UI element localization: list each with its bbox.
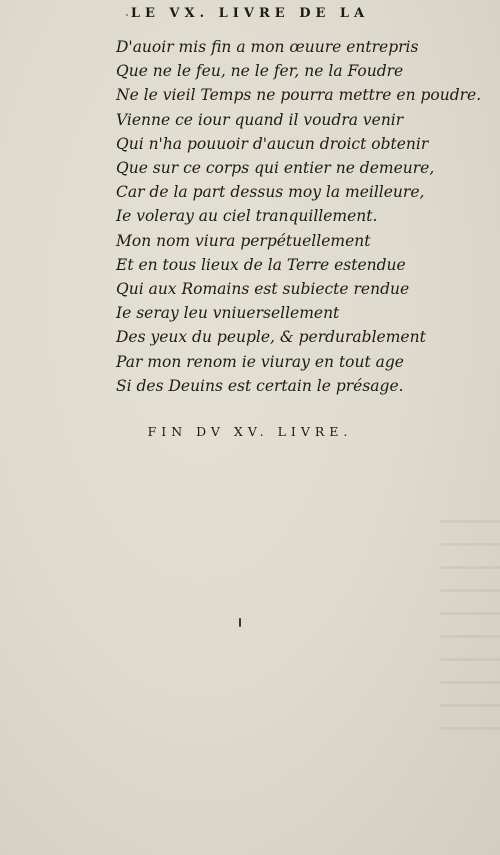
verse-line: Et en tous lieux de la Terre estendue bbox=[116, 255, 406, 274]
show-through-text bbox=[440, 520, 500, 740]
ink-speck bbox=[239, 618, 241, 627]
verse-line: Car de la part dessus moy la meilleure, bbox=[116, 183, 425, 202]
verse-line: Ie voleray au ciel tranquillement. bbox=[116, 207, 378, 226]
verse-line: Ne le vieil Temps ne pourra mettre en poudre. bbox=[116, 86, 482, 105]
verse-line: Ie seray leu vniuersellement bbox=[116, 304, 340, 323]
verse-line: Des yeux du peuple, & perdurablement bbox=[116, 328, 426, 347]
running-title: LE VX. LIVRE DE LA bbox=[130, 6, 370, 21]
verse-line: Que ne le feu, ne le fer, ne la Foudre bbox=[116, 62, 404, 81]
verse-line: Si des Deuins est certain le présage. bbox=[116, 376, 404, 395]
end-of-book-marker: FIN DV XV. LIVRE. bbox=[147, 424, 353, 439]
verse-line: Par mon renom ie viuray en tout age bbox=[116, 352, 404, 371]
ink-speck bbox=[126, 14, 128, 16]
poem-verse bbox=[116, 35, 481, 398]
verse-line: D'auoir mis fin a mon œuure entrepris bbox=[116, 38, 419, 56]
verse-line: Mon nom viura perpétuellement bbox=[116, 231, 371, 250]
verse-line: Vienne ce iour quand il voudra venir bbox=[116, 110, 404, 129]
verse-line: Qui n'ha pouuoir d'aucun droict obtenir bbox=[116, 134, 429, 153]
verse-line: Qui aux Romains est subiecte rendue bbox=[116, 280, 410, 299]
verse-line: Que sur ce corps qui entier ne demeure, bbox=[116, 159, 435, 178]
